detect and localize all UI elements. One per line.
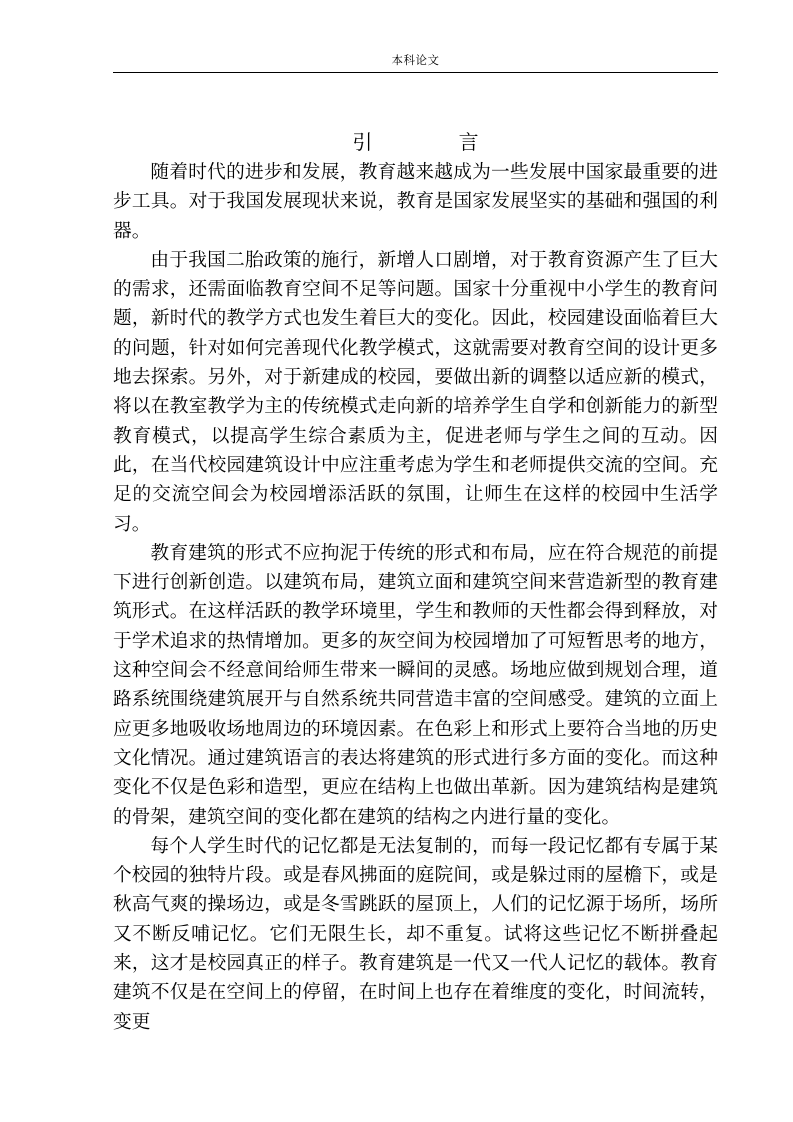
header-divider <box>113 72 718 73</box>
paragraph: 每个人学生时代的记忆都是无法复制的，而每一段记忆都有专属于某个校园的独特片段。或是春风拂面的庭院间，或是躲过雨的屋檐下，或是秋高气爽的操场边，或是冬雪跳跃的屋顶上，人们的记忆源于场所，场所又不断反哺记忆。它们无限生长，却不重复。试将这些记忆不断拼叠起来，这才是校园真正的样子。教育建筑是一代又一代人记忆的载体。教育建筑不仅是在空间上的停留，在时间上也存在着维度的变化，时间流转，变更 <box>113 835 718 1033</box>
paragraph: 由于我国二胎政策的施行，新增人口剧增，对于教育资源产生了巨大的需求，还需面临教育空间不足等问题。国家十分重视中小学生的教育问题，新时代的教学方式也发生着巨大的变化。因此，校园建设面临着巨大的问题，针对如何完善现代化教学模式，这就需要对教育空间的设计更多地去探索。另外，对于新建成的校园，要做出新的调整以适应新的模式，将以在教室教学为主的传统模式走向新的培养学生自学和创新能力的新型教育模式，以提高学生综合素质为主，促进老师与学生之间的互动。因此，在当代校园建筑设计中应注重考虑为学生和老师提供交流的空间。充足的交流空间会为校园增添活跃的氛围，让师生在这样的校园中生活学习。 <box>113 249 718 535</box>
section-title: 引 言 <box>352 130 519 154</box>
paragraph: 教育建筑的形式不应拘泥于传统的形式和布局，应在符合规范的前提下进行创新创造。以建筑布局，建筑立面和建筑空间来营造新型的教育建筑形式。在这样活跃的教学环境里，学生和教师的天性都会得到释放，对于学术追求的热情增加。更多的灰空间为校园增加了可短暂思考的地方，这种空间会不经意间给师生带来一瞬间的灵感。场地应做到规划合理，道路系统围绕建筑展开与自然系统共同营造丰富的空间感受。建筑的立面上应更多地吸收场地周边的环境因素。在色彩上和形式上要符合当地的历史文化情况。通过建筑语言的表达将建筑的形式进行多方面的变化。而这种变化不仅是色彩和造型，更应在结构上也做出革新。因为建筑结构是建筑的骨架，建筑空间的变化都在建筑的结构之内进行量的变化。 <box>113 542 718 828</box>
paragraph: 随着时代的进步和发展，教育越来越成为一些发展中国家最重要的进步工具。对于我国发展现状来说，教育是国家发展坚实的基础和强国的利器。 <box>113 162 718 242</box>
body-text <box>113 158 718 1037</box>
running-header: 本科论文 <box>391 53 440 67</box>
